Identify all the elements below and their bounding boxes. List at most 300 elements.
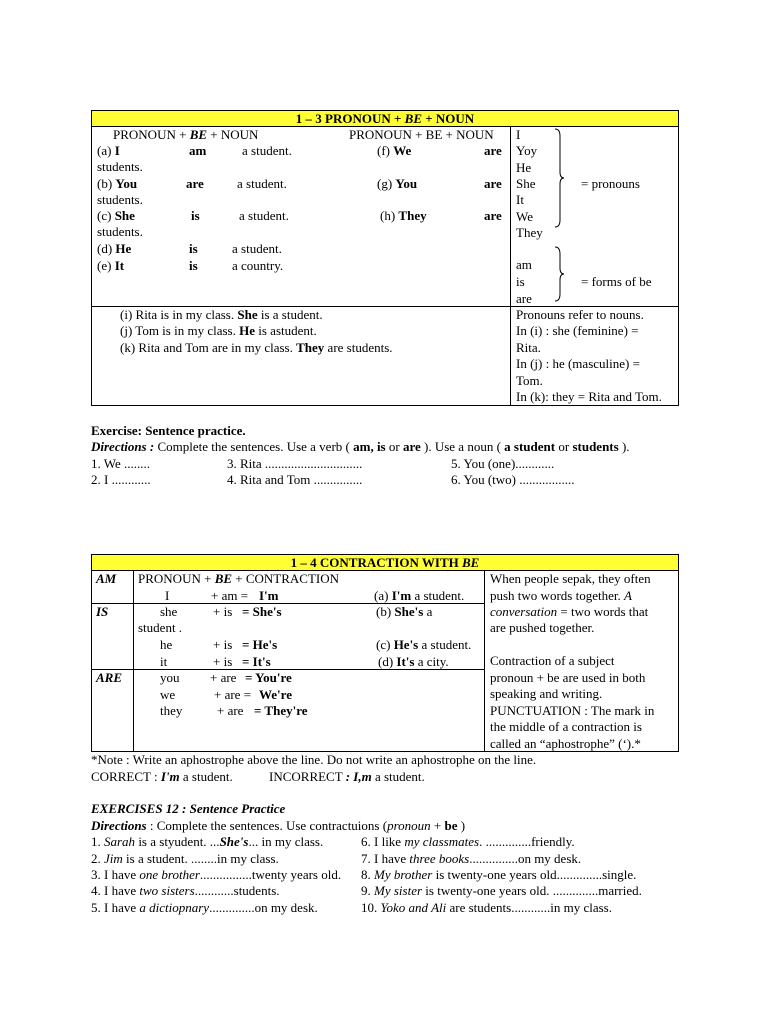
- text-span: IS: [96, 604, 109, 619]
- text-span: = He's: [242, 637, 278, 652]
- text-span: student .: [138, 620, 183, 635]
- exercise-item: [361, 834, 575, 850]
- text-span: is: [191, 208, 200, 223]
- section-header-1-3: [91, 110, 679, 127]
- text-span: a student: [504, 439, 556, 454]
- example-sentence: [120, 340, 393, 356]
- text-span: + NOUN: [422, 111, 475, 126]
- contraction-pronoun: [160, 687, 175, 703]
- text-span: *Note : Write an aphostrophe above the line. Do not write an aphostrophe on the line.: [91, 752, 537, 767]
- example-verb: [484, 176, 502, 192]
- text-span: It: [516, 192, 524, 208]
- text-span: the middle of a contraction is: [490, 719, 642, 734]
- text-span: + NOUN: [207, 127, 259, 142]
- pronoun-item: [516, 176, 536, 192]
- text-span: BE: [461, 555, 480, 570]
- exercise-item: [91, 834, 323, 850]
- contraction-pronoun: [160, 670, 180, 686]
- text-span: are: [186, 176, 204, 191]
- text-span: ...............on my desk.: [469, 851, 582, 866]
- contraction-plus: [214, 687, 251, 703]
- example-noun: [239, 208, 289, 224]
- text-span: are students............in my class.: [446, 900, 612, 915]
- text-span: . ..............friendly.: [479, 834, 575, 849]
- text-span: 4. Rita and Tom ...............: [227, 472, 363, 487]
- text-span: she: [160, 604, 178, 619]
- example-noun: [242, 143, 292, 159]
- text-span: A: [623, 588, 632, 603]
- text-span: He's: [393, 637, 419, 652]
- contraction-result: [259, 588, 279, 604]
- example-sentence: [120, 323, 317, 339]
- contraction-result: [242, 637, 277, 653]
- text-span: 10.: [361, 900, 381, 915]
- text-span: They: [296, 340, 325, 355]
- text-span: (b): [97, 176, 116, 191]
- text-span: (b): [376, 604, 395, 619]
- text-span: INCORRECT: [269, 769, 346, 784]
- text-span: ..............on my desk.: [209, 900, 318, 915]
- wrapped-text: [138, 620, 182, 636]
- text-span: 1 – 4 CONTRACTION WITH: [290, 555, 462, 570]
- text-span: (k) Rita and Tom are in my class.: [120, 340, 297, 355]
- contraction-plus: [213, 637, 232, 653]
- text-span: He: [239, 323, 255, 338]
- contraction-pronoun: [160, 654, 167, 670]
- text-span: is a styudent. ...: [135, 834, 220, 849]
- text-span: Jim: [104, 851, 123, 866]
- text-span: are students.: [324, 340, 393, 355]
- contraction-plus: [211, 588, 248, 604]
- pronoun-item: [516, 127, 520, 143]
- text-span: I: [114, 143, 120, 158]
- text-span: (d): [97, 241, 116, 256]
- text-span: You: [395, 176, 418, 191]
- contraction-pronoun: [160, 703, 182, 719]
- text-span: ... in my class.: [248, 834, 324, 849]
- text-span: are: [484, 208, 502, 223]
- text-span: a student.: [232, 241, 282, 256]
- note-line: [91, 752, 536, 768]
- example-row: [97, 143, 120, 159]
- example-verb: [186, 176, 204, 192]
- text-span: I: [516, 127, 521, 142]
- exercise-title: [91, 801, 285, 817]
- text-span: called an “aphostrophe” (‘).*: [490, 736, 641, 751]
- text-span: three books: [409, 851, 470, 866]
- text-span: Directions :: [91, 439, 155, 454]
- note-line: [516, 323, 638, 339]
- text-span: + are =: [214, 687, 252, 702]
- example-row: [97, 241, 131, 257]
- text-span: is a student.: [257, 307, 323, 322]
- note-line: [516, 340, 541, 356]
- exercise-item: [91, 456, 150, 472]
- exercise-item: [91, 472, 151, 488]
- text-span: 1. We ........: [91, 456, 151, 471]
- text-span: 3. Rita ..............................: [227, 456, 363, 471]
- text-span: one brother: [139, 867, 200, 882]
- text-span: ).: [618, 439, 630, 454]
- text-span: You: [115, 176, 138, 191]
- text-span: PUNCTUATION : The mark in: [490, 703, 655, 718]
- text-span: Pronouns refer to nouns.: [516, 307, 644, 322]
- text-span: we: [160, 687, 176, 702]
- text-span: BE: [214, 571, 233, 586]
- text-span: AM: [96, 571, 117, 586]
- text-span: (g): [377, 176, 396, 191]
- text-span: (c): [376, 637, 394, 652]
- text-span: In (j) : he (masculine) =: [516, 356, 640, 371]
- text-span: is astudent.: [255, 323, 317, 338]
- contraction-plus: [213, 654, 232, 670]
- text-span: 8.: [361, 867, 374, 882]
- wrapped-text: [97, 159, 143, 175]
- be-form-item: [516, 257, 532, 273]
- example-row: [380, 208, 427, 224]
- note-line: [516, 389, 662, 405]
- text-span: + is: [213, 637, 233, 652]
- pronoun-item: [516, 209, 533, 225]
- pronoun-item: [516, 225, 543, 241]
- text-span: is: [189, 241, 198, 256]
- text-span: : I,m: [345, 769, 372, 784]
- text-span: = You're: [245, 670, 292, 685]
- note-line: [516, 373, 543, 389]
- text-span: a student.: [371, 769, 425, 784]
- exercise-item: [361, 883, 642, 899]
- text-span: (f): [377, 143, 394, 158]
- example-row: [377, 176, 417, 192]
- be-note: [581, 274, 652, 290]
- column-header: [138, 571, 339, 587]
- text-span: + are: [217, 703, 244, 718]
- example-noun: [237, 176, 287, 192]
- table-2-right-border: [678, 571, 679, 751]
- table-2-divider: [484, 571, 485, 751]
- text-span: are: [402, 439, 421, 454]
- text-span: ................twenty years old.: [199, 867, 342, 882]
- pronoun-note: [581, 176, 640, 192]
- text-span: is twenty-one years old..............single.: [432, 867, 637, 882]
- text-span: They: [516, 224, 543, 240]
- text-span: is: [516, 274, 525, 289]
- exercise-title: [91, 423, 246, 439]
- text-span: you: [160, 670, 180, 685]
- text-span: ): [457, 818, 466, 833]
- text-span: it: [160, 654, 168, 669]
- contraction-pronoun: [165, 588, 169, 604]
- text-span: Rita.: [516, 340, 541, 355]
- explanation-line: [490, 686, 602, 702]
- contraction-result: [242, 654, 271, 670]
- explanation-line: [490, 670, 645, 686]
- text-span: PRONOUN + BE + NOUN: [349, 127, 494, 142]
- pronoun-brace: [553, 128, 565, 228]
- text-span: a student.: [418, 637, 472, 652]
- text-span: He: [516, 159, 532, 175]
- text-span: I'm: [160, 769, 180, 784]
- exercise-item: [91, 851, 279, 867]
- group-label-is: [96, 604, 108, 620]
- group-label-am: [96, 571, 116, 587]
- correct-example: [91, 769, 233, 785]
- example-row: [97, 176, 137, 192]
- text-span: PRONOUN +: [113, 127, 190, 142]
- text-span: She: [516, 175, 536, 191]
- text-span: students.: [97, 224, 143, 239]
- contraction-plus: [217, 703, 243, 719]
- text-span: (j) Tom is in my class.: [120, 323, 240, 338]
- text-span: pronoun: [387, 818, 431, 833]
- text-span: students.: [97, 192, 143, 207]
- explanation-line: [490, 571, 651, 587]
- text-span: Yoko and Ali: [380, 900, 447, 915]
- contraction-result: [254, 703, 308, 719]
- text-span: = They're: [254, 703, 308, 718]
- text-span: 7. I have: [361, 851, 410, 866]
- be-form-item: [516, 291, 532, 307]
- text-span: = forms of be: [581, 274, 652, 289]
- exercise-item: [227, 456, 362, 472]
- incorrect-example: [269, 769, 425, 785]
- text-span: ). Use a noun (: [420, 439, 505, 454]
- text-span: It: [114, 258, 125, 273]
- text-span: = She's: [242, 604, 282, 619]
- text-span: my classmates: [404, 834, 480, 849]
- text-span: students: [572, 439, 619, 454]
- text-span: = two words that: [557, 604, 649, 619]
- text-span: In (i) : she (feminine) =: [516, 323, 639, 338]
- text-span: a country.: [232, 258, 284, 273]
- example-row: [97, 258, 124, 274]
- text-span: (i) Rita is in my class.: [120, 307, 238, 322]
- text-span: (a): [374, 588, 392, 603]
- note-line: [516, 307, 644, 323]
- explanation-line: [490, 653, 615, 669]
- section-header-1-4: [91, 554, 679, 571]
- contraction-example: [378, 654, 449, 670]
- text-span: a: [423, 604, 433, 619]
- text-span: BE: [404, 111, 423, 126]
- contraction-result: [245, 670, 292, 686]
- text-span: PRONOUN +: [138, 571, 215, 586]
- text-span: he: [160, 637, 173, 652]
- table-1-left-border: [91, 127, 92, 405]
- text-span: EXERCISES 12 : Sentence Practice: [91, 801, 286, 816]
- text-span: She: [114, 208, 135, 223]
- text-span: 1.: [91, 834, 104, 849]
- exercise-item: [361, 851, 581, 867]
- text-span: + is: [213, 604, 233, 619]
- example-verb: [189, 143, 206, 159]
- table-1-bottom-border: [91, 405, 679, 406]
- example-verb: [191, 208, 200, 224]
- example-verb: [484, 208, 502, 224]
- table-1-divider: [510, 127, 511, 405]
- exercise-item: [91, 883, 280, 899]
- text-span: : Complete the sentences. Use contractuions (: [146, 818, 388, 833]
- exercise-directions: [91, 439, 630, 455]
- text-span: We: [516, 208, 533, 224]
- text-span: It's: [396, 654, 415, 669]
- text-span: 5. You (one)............: [451, 456, 555, 471]
- pronoun-item: [516, 160, 531, 176]
- text-span: be: [444, 818, 458, 833]
- note-line: [516, 356, 640, 372]
- text-span: She: [237, 307, 258, 322]
- text-span: + am =: [211, 588, 249, 603]
- text-span: 2.: [91, 851, 104, 866]
- explanation-line: [490, 620, 594, 636]
- text-span: conversation: [490, 604, 558, 619]
- text-span: a student.: [411, 588, 465, 603]
- example-row: [377, 143, 411, 159]
- text-span: 4. I have: [91, 883, 140, 898]
- text-span: speaking and writing.: [490, 686, 603, 701]
- text-span: + is: [213, 654, 233, 669]
- table-2-left-border: [91, 571, 92, 751]
- text-span: am: [516, 257, 532, 272]
- explanation-line: [490, 719, 642, 735]
- text-span: a dictiopnary: [139, 900, 210, 915]
- text-span: I: [165, 588, 170, 603]
- text-span: He: [115, 241, 132, 256]
- text-span: are: [516, 291, 532, 306]
- text-span: they: [160, 703, 183, 718]
- explanation-line: [490, 604, 648, 620]
- text-span: + are: [210, 670, 237, 685]
- example-sentence: [120, 307, 323, 323]
- text-span: She's: [394, 604, 424, 619]
- text-span: pronoun + be are used in both: [490, 670, 646, 685]
- exercise-item: [91, 900, 318, 916]
- example-verb: [189, 258, 198, 274]
- text-span: = It's: [242, 654, 271, 669]
- text-span: Contraction of a subject: [490, 653, 615, 668]
- text-span: are: [484, 143, 502, 158]
- text-span: (h): [380, 208, 399, 223]
- contraction-result: [259, 687, 292, 703]
- example-verb: [189, 241, 198, 257]
- explanation-line: [490, 736, 641, 752]
- pronoun-item: [516, 143, 537, 159]
- text-span: 6. You (two) .................: [451, 472, 575, 487]
- text-span: are pushed together.: [490, 620, 595, 635]
- exercise-item: [91, 867, 341, 883]
- contraction-result: [242, 604, 282, 620]
- example-noun: [232, 241, 282, 257]
- pronoun-item: [516, 192, 524, 208]
- text-span: BE: [189, 127, 208, 142]
- text-span: or: [385, 439, 403, 454]
- text-span: am, is: [353, 439, 386, 454]
- text-span: We're: [259, 687, 292, 702]
- text-span: (a): [97, 143, 115, 158]
- text-span: is: [189, 258, 198, 273]
- text-span: push two words together.: [490, 588, 624, 603]
- exercise-item: [451, 472, 575, 488]
- be-brace: [553, 246, 565, 302]
- text-span: Exercise: Sentence practice.: [91, 423, 246, 438]
- text-span: +: [430, 818, 445, 833]
- text-span: ............students.: [194, 883, 280, 898]
- text-span: (c): [97, 208, 115, 223]
- exercise-item: [451, 456, 554, 472]
- text-span: is twenty-one years old. ..............married.: [422, 883, 642, 898]
- text-span: a city.: [414, 654, 449, 669]
- contraction-plus: [213, 604, 232, 620]
- contraction-plus: [210, 670, 236, 686]
- text-span: 6. I like: [361, 834, 405, 849]
- text-span: CORRECT :: [91, 769, 161, 784]
- contraction-pronoun: [160, 637, 172, 653]
- text-span: 9.: [361, 883, 374, 898]
- contraction-example: [376, 637, 471, 653]
- text-span: students.: [97, 159, 143, 174]
- text-span: They: [398, 208, 427, 223]
- text-span: two sisters: [139, 883, 195, 898]
- text-span: Directions: [91, 818, 147, 833]
- text-span: 5. I have: [91, 900, 140, 915]
- text-span: 3. I have: [91, 867, 140, 882]
- exercise-item: [361, 900, 612, 916]
- text-span: My brother: [374, 867, 433, 882]
- text-span: We: [393, 143, 412, 158]
- text-span: am: [189, 143, 207, 158]
- wrapped-text: [97, 192, 143, 208]
- text-span: My sister: [374, 883, 423, 898]
- example-row: [97, 208, 135, 224]
- column-header: [113, 127, 258, 143]
- text-span: (d): [378, 654, 397, 669]
- text-span: + CONTRACTION: [232, 571, 340, 586]
- text-span: or: [555, 439, 573, 454]
- table-1-right-border: [678, 127, 679, 405]
- contraction-pronoun: [160, 604, 177, 620]
- exercise-item: [361, 867, 636, 883]
- text-span: 2. I ............: [91, 472, 151, 487]
- text-span: ARE: [96, 670, 123, 685]
- text-span: In (k): they = Rita and Tom.: [516, 389, 662, 404]
- exercise-directions: [91, 818, 465, 834]
- text-span: a student.: [237, 176, 287, 191]
- text-span: She's: [219, 834, 249, 849]
- text-span: are: [484, 176, 502, 191]
- contraction-example: [376, 604, 432, 620]
- text-span: (e): [97, 258, 115, 273]
- text-span: is a student. ........in my class.: [122, 851, 279, 866]
- text-span: 1 – 3 PRONOUN +: [295, 111, 405, 126]
- text-span: I'm: [259, 588, 279, 603]
- text-span: a student.: [239, 208, 289, 223]
- contraction-example: [374, 588, 464, 604]
- column-header: [349, 127, 494, 143]
- text-span: Tom.: [516, 373, 543, 388]
- text-span: = pronouns: [581, 176, 640, 191]
- be-form-item: [516, 274, 525, 290]
- text-span: When people sepak, they often: [490, 571, 651, 586]
- text-span: I'm: [391, 588, 412, 603]
- text-span: a student.: [179, 769, 233, 784]
- example-noun: [232, 258, 283, 274]
- explanation-line: [490, 588, 632, 604]
- text-span: Yoy: [516, 143, 538, 159]
- text-span: Sarah: [104, 834, 136, 849]
- example-verb: [484, 143, 502, 159]
- text-span: a student.: [242, 143, 292, 158]
- explanation-line: [490, 703, 654, 719]
